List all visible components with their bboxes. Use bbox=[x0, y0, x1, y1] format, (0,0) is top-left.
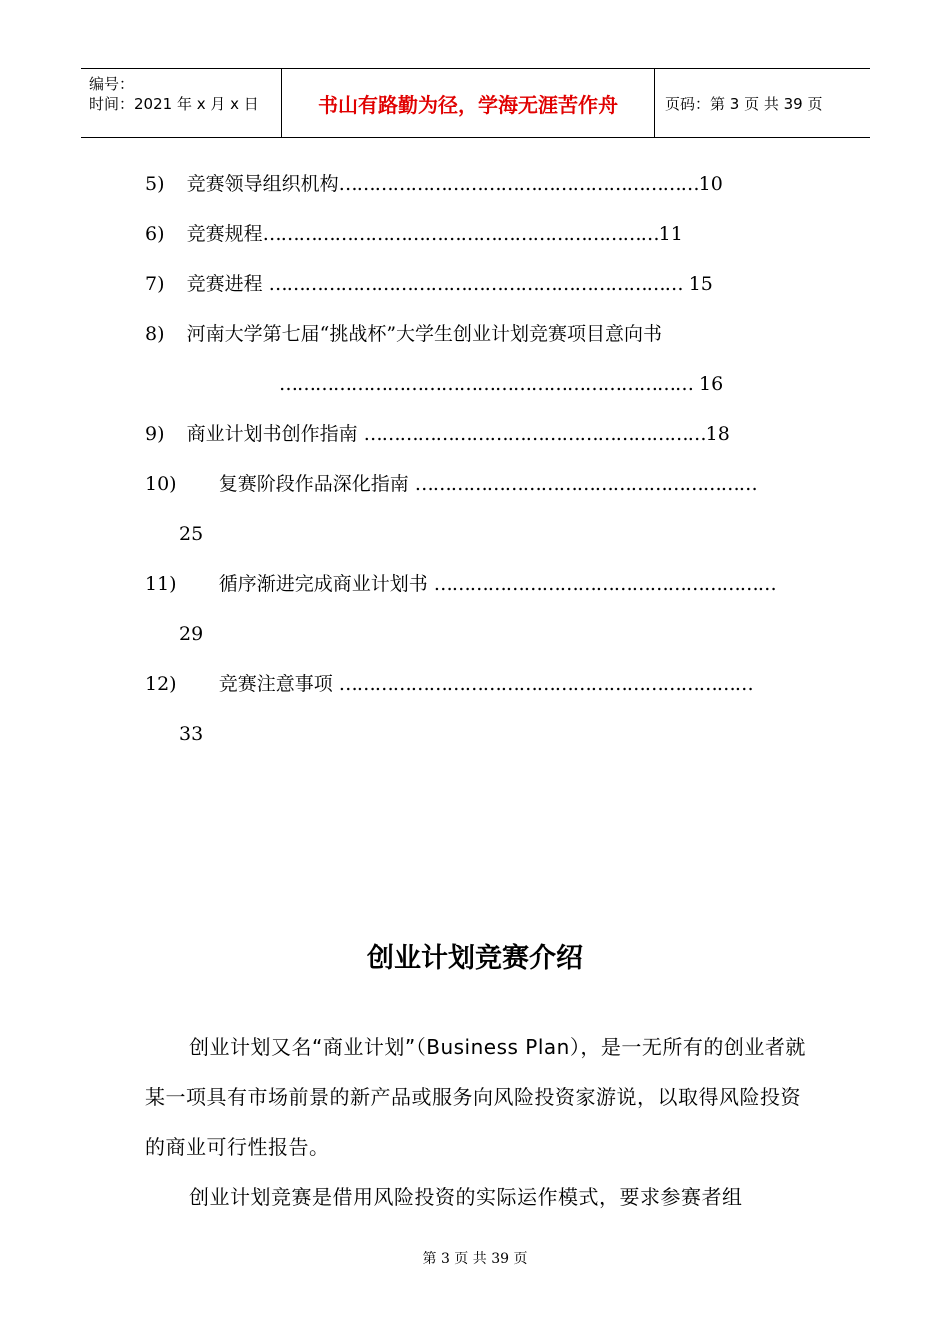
toc-page: 16 bbox=[699, 373, 724, 395]
toc-page: 18 bbox=[705, 423, 730, 445]
toc-item-continuation bbox=[179, 722, 203, 746]
page-footer: 第 3 页 共 39 页 bbox=[422, 1251, 528, 1267]
toc-item-continuation bbox=[279, 372, 723, 396]
page-info: 页码：第 3 页 共 39 页 bbox=[665, 94, 823, 113]
toc-number: 10) bbox=[145, 473, 177, 495]
toc-item-continuation bbox=[179, 622, 203, 646]
toc-number: 5) bbox=[145, 173, 165, 195]
toc-page: 25 bbox=[179, 523, 204, 545]
toc-leader-dots: …………………………………………………………… bbox=[279, 373, 693, 395]
toc-item[interactable] bbox=[145, 172, 723, 196]
toc-leader-dots: ………………………………………………………… bbox=[262, 223, 659, 245]
toc-leader-dots: ………………………………………………… bbox=[414, 473, 757, 495]
toc-page: 11 bbox=[658, 223, 683, 245]
toc-item[interactable] bbox=[145, 272, 713, 296]
paragraph: 创业计划又名“商业计划”（Business Plan），是一无所有的创业者就某一项具有市场前景的新产品或服务向风险投资家游说，以取得风险投资的商业可行性报告。 bbox=[145, 1035, 806, 1159]
paragraph: 创业计划竞赛是借用风险投资的实际运作模式，要求参赛者组 bbox=[189, 1185, 743, 1209]
toc-item[interactable] bbox=[145, 572, 776, 596]
toc-item[interactable] bbox=[145, 222, 683, 246]
body-text bbox=[145, 1022, 810, 1222]
header-page-cell bbox=[655, 69, 870, 137]
toc-item[interactable] bbox=[145, 422, 730, 446]
toc-number: 8) bbox=[145, 323, 165, 345]
toc-page: 10 bbox=[698, 173, 723, 195]
toc-leader-dots: …………………………………………………………… bbox=[268, 273, 683, 295]
page-header bbox=[81, 68, 870, 138]
header-meta-cell bbox=[81, 69, 282, 137]
toc-title: 竞赛进程 bbox=[186, 273, 263, 295]
toc-item[interactable] bbox=[145, 472, 757, 496]
toc-page: 15 bbox=[688, 273, 713, 295]
toc-leader-dots: …………………………………………………………… bbox=[338, 673, 753, 695]
toc-number: 7) bbox=[145, 273, 165, 295]
toc-title: 复赛阶段作品深化指南 bbox=[218, 473, 409, 495]
toc-title: 竞赛规程 bbox=[186, 223, 263, 245]
toc-number: 9) bbox=[145, 423, 165, 445]
toc-title: 竞赛领导组织机构 bbox=[186, 173, 339, 195]
toc-leader-dots: ………………………………………………… bbox=[433, 573, 776, 595]
date-label: 时间：2021 年 x 月 x 日 bbox=[89, 95, 259, 113]
toc-title: 竞赛注意事项 bbox=[218, 673, 333, 695]
number-label: 编号： bbox=[89, 75, 135, 93]
toc-page: 29 bbox=[179, 623, 204, 645]
header-motto-cell bbox=[282, 69, 655, 137]
section-title: 创业计划竞赛介绍 bbox=[367, 943, 583, 974]
toc-item[interactable] bbox=[145, 672, 753, 696]
motto-text: 书山有路勤为径，学海无涯苦作舟 bbox=[318, 92, 618, 117]
toc-page: 33 bbox=[179, 723, 204, 745]
toc-item-continuation bbox=[179, 522, 203, 546]
toc-title: 河南大学第七届“挑战杯”大学生创业计划竞赛项目意向书 bbox=[186, 323, 663, 345]
toc-leader-dots: ………………………………………………… bbox=[363, 423, 706, 445]
toc-title: 循序渐进完成商业计划书 bbox=[218, 573, 428, 595]
toc-number: 11) bbox=[145, 573, 177, 595]
toc-title: 商业计划书创作指南 bbox=[186, 423, 358, 445]
toc-number: 6) bbox=[145, 223, 165, 245]
toc-number: 12) bbox=[145, 673, 177, 695]
toc-leader-dots: …………………………………………………… bbox=[338, 173, 699, 195]
toc-item[interactable] bbox=[145, 322, 662, 346]
